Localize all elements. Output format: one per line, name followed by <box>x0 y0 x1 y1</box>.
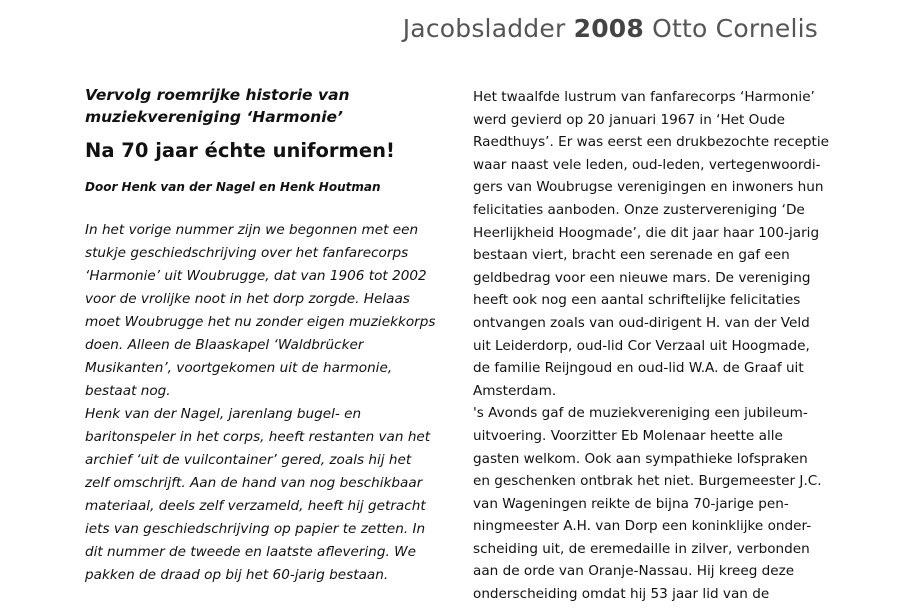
intro-line: baritonspeler in het corps, heeft restanten van het <box>85 429 431 445</box>
right-column <box>473 86 833 606</box>
body-line: Raedthuys’. Er was eerst een drukbezochte receptie <box>473 134 830 151</box>
header-year: 2008 <box>573 14 644 43</box>
article-byline: Door Henk van der Nagel en Henk Houtman <box>85 180 381 194</box>
intro-line: moet Woubrugge het nu zonder eigen muziekkorps <box>85 314 436 330</box>
intro-line: ‘Harmonie’ uit Woubrugge, dat van 1906 tot 2002 <box>85 268 427 284</box>
header-author: Otto Cornelis <box>652 14 818 43</box>
intro-line: pakken de draad op bij het 60-jarig bestaan. <box>85 567 389 583</box>
kicker-line: muziekvereniging ‘Harmonie’ <box>85 108 343 126</box>
body-line: werd gevierd op 20 januari 1967 in ‘Het Oude <box>473 111 785 128</box>
body-line: 's Avonds gaf de muziekvereniging een jubileum- <box>473 405 808 422</box>
intro-line: doen. Alleen de Blaaskapel ‘Waldbrücker <box>85 337 364 353</box>
intro-line: dit nummer de tweede en laatste aflevering. We <box>85 544 416 560</box>
intro-line: Henk van der Nagel, jarenlang bugel- en <box>85 406 362 422</box>
article-kicker <box>85 84 430 128</box>
page-header <box>403 14 818 43</box>
body-line: ningmeester A.H. van Dorp een koninklijke onder- <box>473 518 812 535</box>
intro-line: bestaat nog. <box>85 383 171 399</box>
body-line: van Wageningen reikte de bijna 70-jarige pen- <box>473 495 789 512</box>
body-line: uitvoering. Voorzitter Eb Molenaar heette alle <box>473 427 783 444</box>
article-title: Na 70 jaar échte uniformen! <box>85 139 395 162</box>
header-title: Jacobsladder <box>402 14 566 43</box>
intro-line: voor de vrolijke noot in het dorp zorgde. Helaas <box>85 291 410 307</box>
intro-line: Musikanten’, voortgekomen uit de harmonie, <box>85 360 393 376</box>
intro-line: In het vorige nummer zijn we begonnen met een <box>85 222 419 238</box>
body-line: aan de orde van Oranje-Nassau. Hij kreeg deze <box>473 563 795 580</box>
body-text <box>473 86 833 606</box>
body-line: ontvangen zoals van oud-dirigent H. van der Veld <box>473 314 810 331</box>
intro-line: zelf omschrijft. Aan de hand van nog beschikbaar <box>85 475 423 491</box>
left-column <box>85 84 436 587</box>
kicker-line: Vervolg roemrijke historie van <box>85 86 350 104</box>
body-line: heeft ook nog een aantal schriftelijke felicitaties <box>473 292 801 309</box>
body-line: Het twaalfde lustrum van fanfarecorps ‘Harmonie’ <box>473 89 815 105</box>
intro-text <box>85 219 436 587</box>
body-line: Heerlijkheid Hoogmade’, die dit jaar haar 100-jarig <box>473 224 820 241</box>
body-line: geldbedrag voor een nieuwe mars. De vereniging <box>473 269 811 286</box>
intro-line: materiaal, deels zelf verzameld, heeft hij getracht <box>85 498 426 514</box>
body-line: en geschenken ontbrak het niet. Burgemeester J.C. <box>473 473 822 490</box>
body-line: onderscheiding omdat hij 53 jaar lid van de <box>473 586 770 603</box>
intro-line: iets van geschiedschrijving op papier te zetten. In <box>85 521 426 537</box>
body-line: scheiding uit, de eremedaille in zilver, verbonden <box>473 540 810 557</box>
body-line: de familie Reijngoud en oud-lid W.A. de Graaf uit <box>473 360 804 377</box>
body-line: waar naast vele leden, oud-leden, vertegenwoordi- <box>473 156 821 173</box>
intro-line: stukje geschiedschrijving over het fanfarecorps <box>85 245 409 261</box>
body-line: gasten welkom. Ook aan sympathieke lofspraken <box>473 450 808 467</box>
body-line: felicitaties aanboden. Onze zustervereniging ‘De <box>473 201 805 218</box>
body-line: bestaan viert, bracht een serenade en gaf een <box>473 247 790 264</box>
intro-line: archief ‘uit de vuilcontainer’ gered, zoals hij het <box>85 452 412 468</box>
body-line: uit Leiderdorp, oud-lid Cor Verzaal uit Hoogmade, <box>473 337 810 354</box>
body-line: Amsterdam. <box>473 382 557 399</box>
body-line: gers van Woubrugse verenigingen en inwoners hun <box>473 179 824 196</box>
